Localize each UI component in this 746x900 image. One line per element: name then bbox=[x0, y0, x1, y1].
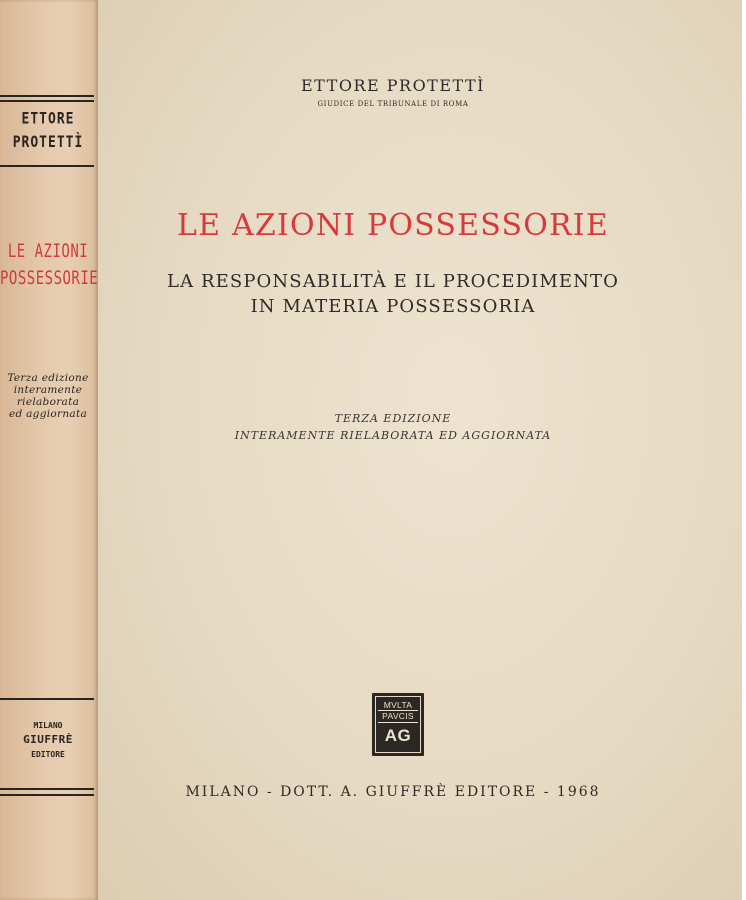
cover-author-role: GIUDICE DEL TRIBUNALE DI ROMA bbox=[317, 100, 469, 108]
spine-rule-bottom-2 bbox=[0, 788, 94, 790]
publisher-mark-logo bbox=[372, 693, 424, 756]
spine-author bbox=[0, 107, 96, 155]
cover-edition bbox=[98, 410, 688, 444]
spine-edition-line3: rielaborata bbox=[16, 396, 80, 408]
spine-rule-mid bbox=[0, 165, 94, 167]
cover-subtitle bbox=[98, 269, 688, 319]
spine-publisher bbox=[0, 719, 96, 761]
spine-author-line2: PROTETTÌ bbox=[12, 133, 84, 152]
spine-publisher-city: MILANO bbox=[33, 721, 63, 730]
spine-title bbox=[0, 238, 99, 292]
spine-title-line2: POSSESSORIE bbox=[0, 267, 99, 290]
publisher-mark-line1: MVLTA bbox=[383, 700, 413, 710]
spine-author-line1: ETTORE bbox=[21, 109, 75, 129]
spine-rule-top-2 bbox=[0, 100, 94, 102]
spine-rule-bottom-3 bbox=[0, 794, 94, 796]
cover-title: LE AZIONI POSSESSORIE bbox=[177, 208, 609, 243]
spine-edition-line4: ed aggiornata bbox=[8, 408, 88, 420]
spine-edition-line1: Terza edizione bbox=[7, 372, 89, 384]
cover-subtitle-line1: LA RESPONSABILITÀ E IL PROCEDIMENTO bbox=[167, 271, 619, 292]
publisher-mark-frame bbox=[375, 696, 421, 753]
cover-imprint: MILANO - DOTT. A. GIUFFRÈ EDITORE - 1968 bbox=[185, 784, 601, 800]
scan-margin bbox=[742, 0, 746, 900]
cover-edition-line1: TERZA EDIZIONE bbox=[334, 412, 452, 425]
publisher-mark-line2: PAVCIS bbox=[382, 711, 414, 721]
cover-author: ETTORE PROTETTÌ bbox=[301, 76, 485, 95]
spine-edition-line2: interamente bbox=[13, 384, 83, 396]
spine-title-line1: LE AZIONI bbox=[7, 240, 89, 263]
publisher-mark-divider-2 bbox=[378, 722, 418, 723]
publisher-mark-line3: AG bbox=[384, 726, 412, 745]
spine-rule-top-1 bbox=[0, 95, 94, 97]
spine-rule-bottom-1 bbox=[0, 698, 94, 700]
cover-edition-line2: INTERAMENTE RIELABORATA ED AGGIORNATA bbox=[234, 429, 552, 442]
spine-publisher-label: EDITORE bbox=[31, 750, 65, 759]
front-cover bbox=[98, 0, 742, 900]
cover-subtitle-line2: IN MATERIA POSSESSORIA bbox=[250, 296, 536, 317]
book-spine bbox=[0, 0, 98, 900]
spine-edition bbox=[0, 372, 96, 420]
spine-publisher-name: GIUFFRÈ bbox=[23, 733, 73, 746]
